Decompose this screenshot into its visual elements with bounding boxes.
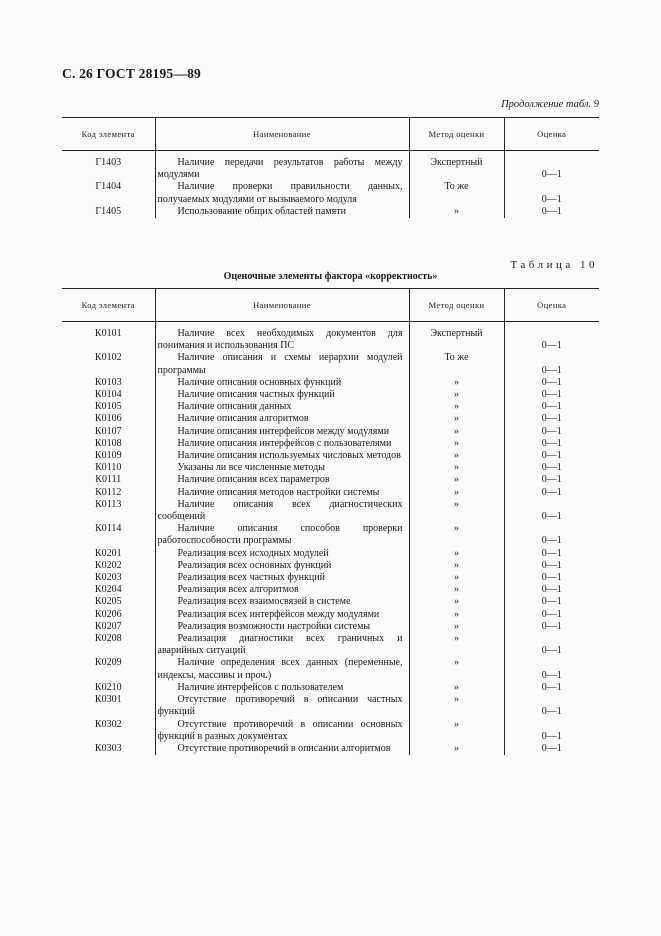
- element-name-text: Реализация диагностики всех граничных и аварийных ситуаций: [157, 633, 403, 657]
- header-score: Оценка: [504, 118, 599, 151]
- evaluation-score: 0—1: [504, 206, 599, 218]
- table-row: [62, 548, 599, 560]
- header-code: Код элемента: [62, 289, 155, 322]
- evaluation-score: 0—1: [504, 352, 599, 376]
- table-header-row: [62, 289, 599, 322]
- element-code: К0203: [94, 572, 122, 584]
- element-name: [155, 487, 409, 499]
- element-name-text: Наличие описания всех параметров: [177, 474, 330, 486]
- evaluation-score: 0—1: [504, 694, 599, 718]
- evaluation-score: 0—1: [504, 657, 599, 681]
- evaluation-score: 0—1: [504, 719, 599, 743]
- table-row: [62, 322, 599, 353]
- table-row: [62, 450, 599, 462]
- element-name: [155, 426, 409, 438]
- evaluation-score: 0—1: [504, 572, 599, 584]
- evaluation-score: 0—1: [504, 462, 599, 474]
- evaluation-score: 0—1: [504, 438, 599, 450]
- element-name-text: Наличие описания всех диагностических сообщений: [157, 498, 403, 523]
- element-name-text: Реализация возможности настройки системы: [177, 620, 371, 632]
- table-header-row: [62, 118, 599, 151]
- element-code: К0206: [94, 608, 122, 620]
- element-name-text: Отсутствие противоречий в описании основных функций в разных документах: [157, 718, 403, 742]
- element-name: [155, 401, 409, 413]
- element-code: К0101: [94, 328, 122, 339]
- table-9-continuation: [62, 117, 599, 218]
- element-name: [155, 474, 409, 486]
- evaluation-method: »: [409, 621, 504, 633]
- element-name-text: Наличие описания данных: [177, 401, 292, 413]
- table-row: [62, 743, 599, 755]
- element-code: К0301: [94, 694, 122, 706]
- element-code: Г1403: [95, 157, 122, 168]
- element-code: К0303: [94, 742, 122, 754]
- table-row: [62, 572, 599, 584]
- element-name: [155, 322, 409, 353]
- element-name-text: Наличие описания интерфейсов с пользователями: [177, 437, 392, 449]
- element-name-text: Использование общих областей памяти: [177, 205, 346, 217]
- table-row: [62, 621, 599, 633]
- table-row: [62, 719, 599, 743]
- evaluation-score: 0—1: [504, 560, 599, 572]
- element-name: [155, 413, 409, 425]
- element-code: К0204: [94, 584, 122, 596]
- table-row: [62, 657, 599, 681]
- table-row: [62, 206, 599, 218]
- element-name-text: Наличие описания и схемы иерархии модулей программы: [157, 352, 403, 376]
- evaluation-score: 0—1: [504, 548, 599, 560]
- evaluation-score: 0—1: [504, 487, 599, 499]
- element-name: [155, 560, 409, 572]
- table-row: [62, 499, 599, 523]
- continuation-note: Продолжение табл. 9: [501, 99, 599, 110]
- element-name: [155, 181, 409, 205]
- evaluation-score: 0—1: [504, 523, 599, 547]
- table-row: [62, 523, 599, 547]
- evaluation-method: »: [409, 206, 504, 218]
- header-method: Метод оценки: [409, 118, 504, 151]
- table-10: [62, 288, 599, 755]
- element-name: [155, 584, 409, 596]
- evaluation-score: 0—1: [504, 609, 599, 621]
- element-code: К0210: [94, 681, 122, 693]
- element-code: Г1405: [95, 205, 122, 217]
- page-header: С. 26 ГОСТ 28195—89: [62, 66, 201, 81]
- evaluation-score: 0—1: [504, 413, 599, 425]
- table-row: [62, 438, 599, 450]
- element-code: Г1404: [95, 181, 122, 193]
- element-name-text: Наличие передачи результатов работы между модулями: [157, 157, 403, 181]
- element-code: К0111: [95, 474, 122, 486]
- element-name: [155, 743, 409, 755]
- element-name-text: Отсутствие противоречий в описании алгоритмов: [177, 742, 391, 754]
- element-name-text: Реализация всех взаимосвязей в системе: [177, 596, 351, 608]
- table-number: Таблица 10: [510, 259, 598, 271]
- element-name-text: Наличие интерфейсов с пользователем: [177, 681, 344, 693]
- element-name-text: Наличие описания методов настройки системы: [177, 486, 380, 498]
- element-code: К0109: [94, 450, 122, 462]
- evaluation-method: »: [409, 743, 504, 755]
- table-row: [62, 426, 599, 438]
- table-row: [62, 462, 599, 474]
- evaluation-method: »: [409, 682, 504, 694]
- evaluation-method: »: [409, 633, 504, 657]
- evaluation-method: »: [409, 719, 504, 743]
- element-name-text: Наличие описания способов проверки работоспособности программы: [157, 523, 403, 547]
- evaluation-method: »: [409, 401, 504, 413]
- element-name: [155, 596, 409, 608]
- table-row: [62, 682, 599, 694]
- element-code: К0102: [94, 352, 122, 364]
- evaluation-score: 0—1: [504, 584, 599, 596]
- element-name-text: Реализация всех интерфейсов между модулями: [177, 608, 380, 620]
- evaluation-score: 0—1: [504, 181, 599, 205]
- evaluation-method: Экспертный: [409, 151, 504, 182]
- element-name: [155, 657, 409, 681]
- element-code: К0205: [94, 596, 122, 608]
- evaluation-score: 0—1: [504, 401, 599, 413]
- element-name: [155, 438, 409, 450]
- evaluation-method: »: [409, 426, 504, 438]
- element-code: К0202: [94, 559, 122, 571]
- element-code: К0112: [95, 486, 122, 498]
- evaluation-score: 0—1: [504, 499, 599, 523]
- evaluation-method: »: [409, 450, 504, 462]
- evaluation-method: »: [409, 609, 504, 621]
- element-name: [155, 377, 409, 389]
- evaluation-method: »: [409, 596, 504, 608]
- evaluation-score: 0—1: [504, 743, 599, 755]
- element-name-text: Наличие описания интерфейсов между модулями: [177, 425, 390, 437]
- element-name-text: Наличие описания основных функций: [177, 376, 342, 388]
- element-name-text: Отсутствие противоречий в описании частных функций: [157, 694, 403, 718]
- element-name-text: Реализация всех исходных модулей: [177, 547, 329, 559]
- table-row: [62, 377, 599, 389]
- header-name: Наименование: [155, 289, 409, 322]
- evaluation-method: »: [409, 462, 504, 474]
- table-row: [62, 401, 599, 413]
- evaluation-score: 0—1: [504, 633, 599, 657]
- evaluation-score: 0—1: [504, 682, 599, 694]
- element-name-text: Наличие описания частных функций: [177, 389, 335, 401]
- evaluation-score: 0—1: [504, 474, 599, 486]
- element-code: К0114: [95, 523, 122, 535]
- evaluation-score: 0—1: [504, 389, 599, 401]
- element-code: К0201: [94, 547, 122, 559]
- table-row: [62, 596, 599, 608]
- element-code: К0106: [94, 413, 122, 425]
- element-name: [155, 633, 409, 657]
- table-row: [62, 389, 599, 401]
- table-row: [62, 181, 599, 205]
- element-code: К0103: [94, 376, 122, 388]
- evaluation-method: »: [409, 572, 504, 584]
- element-code: К0105: [94, 401, 122, 413]
- table-row: [62, 151, 599, 182]
- header-code: Код элемента: [62, 118, 155, 151]
- element-name: [155, 206, 409, 218]
- evaluation-method: »: [409, 584, 504, 596]
- evaluation-method: »: [409, 523, 504, 547]
- element-name-text: Наличие проверки правильности данных, получаемых модулями от вызываемого модуля: [157, 181, 403, 205]
- element-name: [155, 450, 409, 462]
- evaluation-method: »: [409, 694, 504, 718]
- evaluation-method: Экспертный: [409, 322, 504, 353]
- table-row: [62, 633, 599, 657]
- table-row: [62, 352, 599, 376]
- evaluation-method: »: [409, 548, 504, 560]
- element-code: К0209: [94, 657, 122, 669]
- element-name-text: Реализация всех основных функций: [177, 559, 332, 571]
- header-score: Оценка: [504, 289, 599, 322]
- element-code: К0113: [95, 498, 122, 510]
- element-code: К0110: [95, 462, 122, 474]
- element-name-text: Реализация всех алгоритмов: [177, 584, 299, 596]
- element-name-text: Наличие описания используемых числовых методов: [177, 450, 401, 462]
- element-code: К0208: [94, 633, 122, 645]
- table-row: [62, 609, 599, 621]
- evaluation-method: То же: [409, 181, 504, 205]
- element-name: [155, 694, 409, 718]
- element-code: К0104: [94, 389, 122, 401]
- evaluation-method: »: [409, 487, 504, 499]
- table-row: [62, 584, 599, 596]
- element-name: [155, 621, 409, 633]
- element-name: [155, 548, 409, 560]
- evaluation-score: 0—1: [504, 151, 599, 182]
- table-row: [62, 474, 599, 486]
- evaluation-method: »: [409, 474, 504, 486]
- evaluation-method: »: [409, 657, 504, 681]
- element-name: [155, 499, 409, 523]
- evaluation-method: »: [409, 499, 504, 523]
- element-code: К0302: [94, 718, 122, 730]
- element-name: [155, 462, 409, 474]
- element-name: [155, 682, 409, 694]
- element-name: [155, 719, 409, 743]
- evaluation-score: 0—1: [504, 426, 599, 438]
- element-name-text: Наличие описания алгоритмов: [177, 413, 309, 425]
- evaluation-score: 0—1: [504, 377, 599, 389]
- header-name: Наименование: [155, 118, 409, 151]
- element-code: К0107: [94, 425, 122, 437]
- evaluation-method: »: [409, 389, 504, 401]
- evaluation-score: 0—1: [504, 621, 599, 633]
- evaluation-method: »: [409, 438, 504, 450]
- element-name-text: Реализация всех частных функций: [177, 572, 325, 584]
- evaluation-method: »: [409, 377, 504, 389]
- evaluation-score: 0—1: [504, 322, 599, 353]
- evaluation-method: »: [409, 413, 504, 425]
- evaluation-method: »: [409, 560, 504, 572]
- evaluation-score: 0—1: [504, 450, 599, 462]
- element-name-text: Наличие всех необходимых документов для понимания и использования ПС: [157, 328, 403, 352]
- evaluation-score: 0—1: [504, 596, 599, 608]
- element-code: К0207: [94, 620, 122, 632]
- element-name: [155, 151, 409, 182]
- evaluation-method: То же: [409, 352, 504, 376]
- table-row: [62, 413, 599, 425]
- table-row: [62, 487, 599, 499]
- element-name: [155, 572, 409, 584]
- element-name-text: Указаны ли все численные методы: [177, 462, 325, 474]
- table-row: [62, 694, 599, 718]
- table-caption: Оценочные элементы фактора «корректность»: [223, 271, 438, 282]
- element-code: К0108: [94, 437, 122, 449]
- element-name: [155, 523, 409, 547]
- element-name-text: Наличие определения всех данных (переменные, индексы, массивы и проч.): [157, 657, 403, 681]
- element-name: [155, 389, 409, 401]
- header-method: Метод оценки: [409, 289, 504, 322]
- element-name: [155, 352, 409, 376]
- element-name: [155, 609, 409, 621]
- table-row: [62, 560, 599, 572]
